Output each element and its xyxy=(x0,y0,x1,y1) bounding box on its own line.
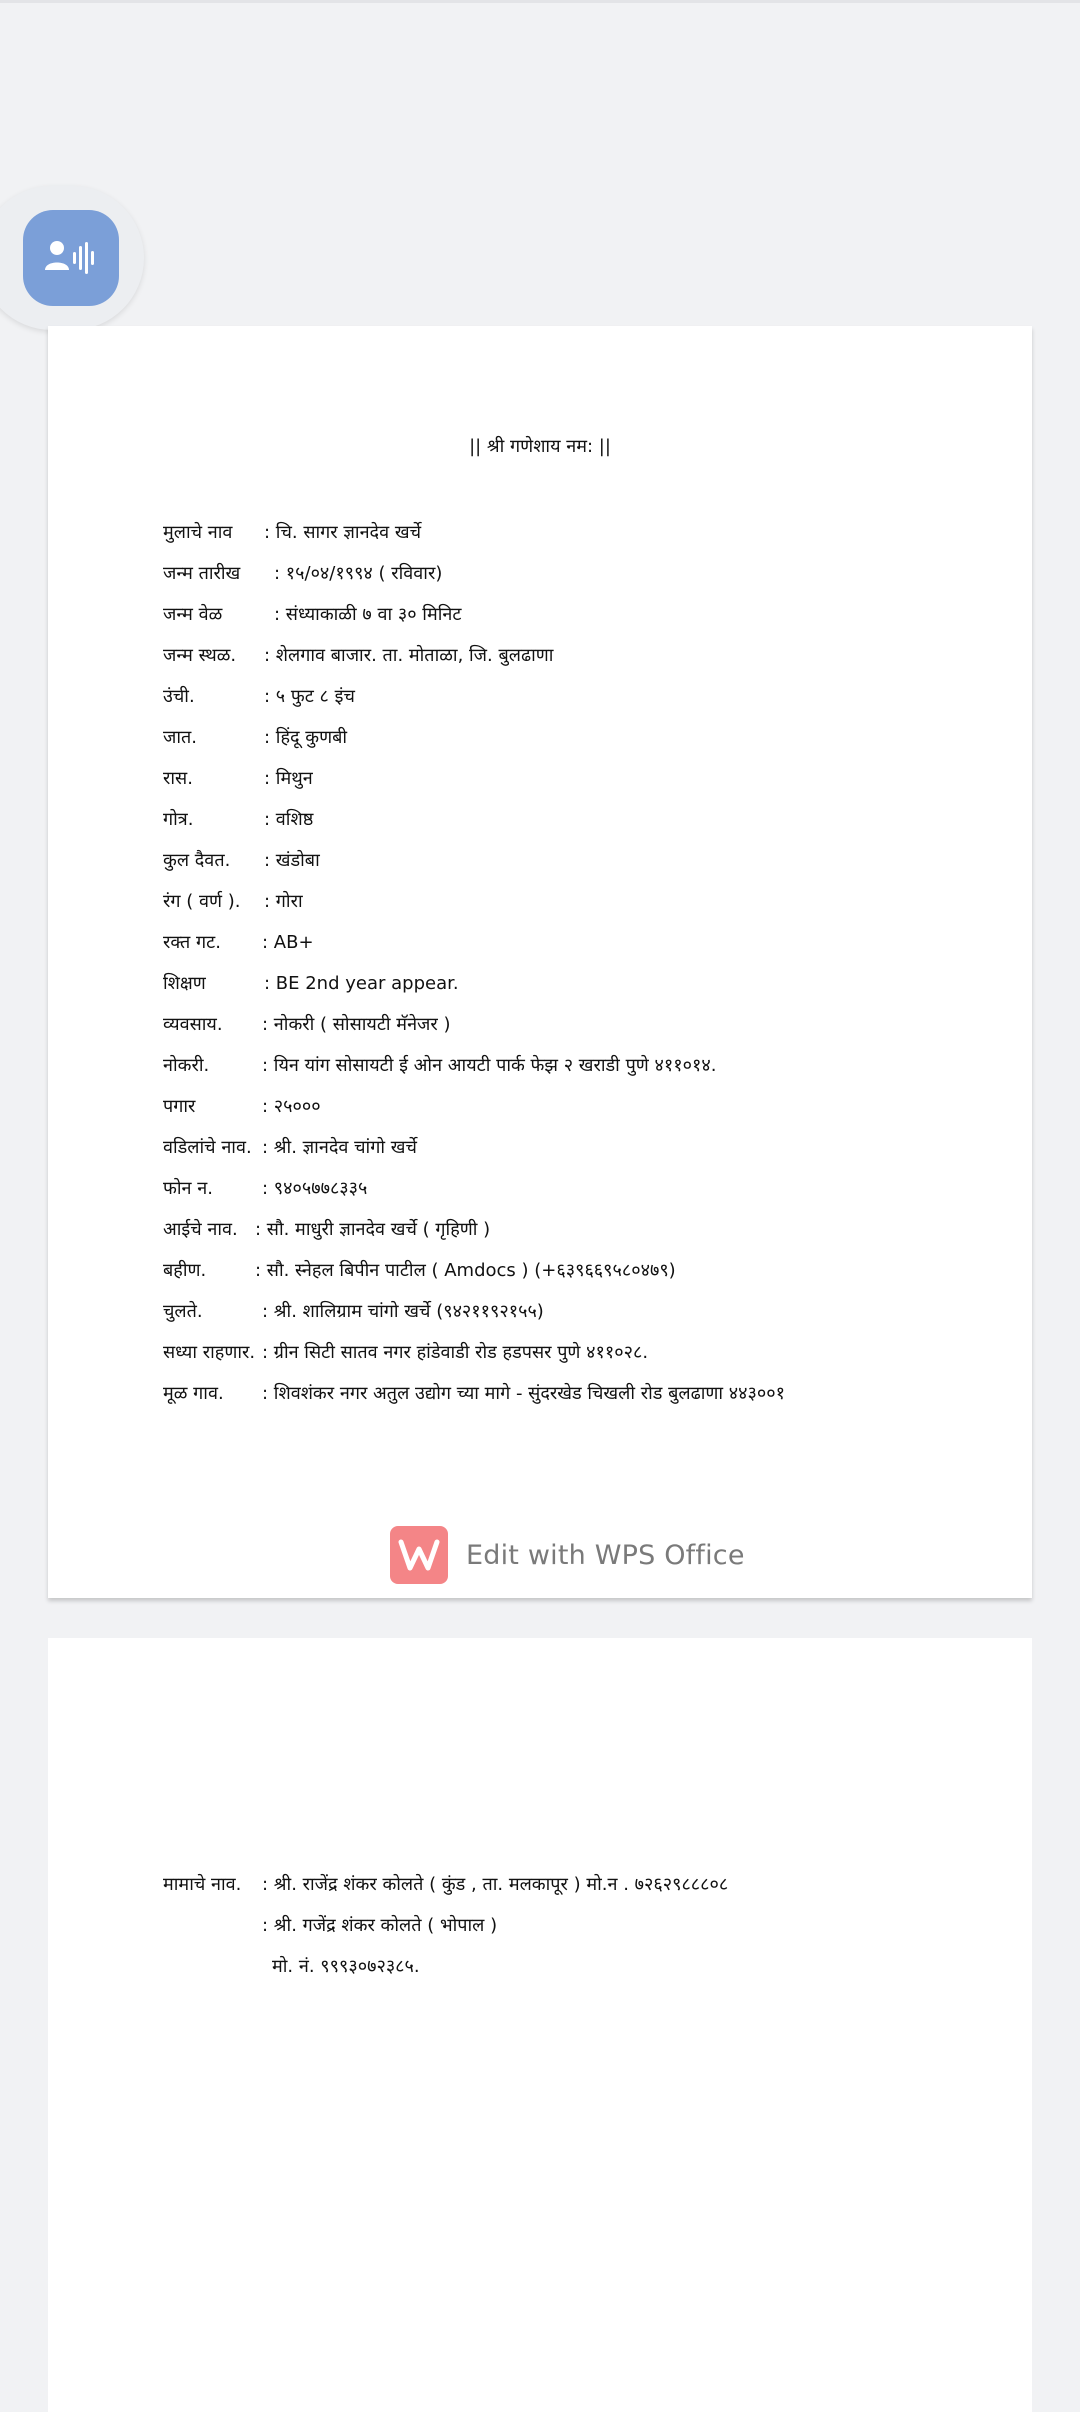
field-label: उंची. xyxy=(163,686,195,707)
field-label: मुलाचे नाव xyxy=(163,522,233,543)
biodata-row xyxy=(163,934,314,952)
field-value: : संध्याकाळी ७ वा ३० मिनिट xyxy=(274,604,462,625)
biodata-row xyxy=(163,1303,544,1321)
field-label: जात. xyxy=(163,727,197,748)
field-value: : सौ. स्नेहल बिपीन पाटील ( Amdocs ) (+६३९६६९५८०४७९) xyxy=(255,1260,676,1281)
biodata-row xyxy=(163,1057,716,1075)
field-label: आईचे नाव. xyxy=(163,1219,238,1240)
biodata-row xyxy=(163,606,461,624)
biodata-row xyxy=(163,1344,648,1362)
field-value: : २५००० xyxy=(262,1096,321,1117)
wps-logo-icon xyxy=(390,1526,448,1584)
field-label: मामाचे नाव. xyxy=(163,1874,242,1895)
field-value: : शिवशंकर नगर अतुल उद्योग च्या मागे - सुंदरखेड चिखली रोड बुलढाणा ४४३००१ xyxy=(262,1383,785,1404)
field-label: जन्म स्थळ. xyxy=(163,645,237,666)
biodata-row xyxy=(163,647,553,665)
field-value: : नोकरी ( सोसायटी मॅनेजर ) xyxy=(262,1014,451,1035)
field-value: : यिन यांग सोसायटी ई ओन आयटी पार्क फेझ २ खराडी पुणे ४११०१४. xyxy=(262,1055,717,1076)
biodata-row xyxy=(163,770,313,788)
document-page-2 xyxy=(48,1638,1032,2412)
biodata-row xyxy=(163,1098,321,1116)
field-value: : गोरा xyxy=(264,891,303,912)
field-value: : मिथुन xyxy=(264,768,313,789)
biodata-row xyxy=(163,852,320,870)
edit-with-wps-banner[interactable] xyxy=(390,1526,745,1584)
biodata-row xyxy=(163,1180,367,1198)
field-label: जन्म वेळ xyxy=(163,604,223,625)
field-label: गोत्र. xyxy=(163,809,194,830)
field-value: : चि. सागर ज्ञानदेव खर्चे xyxy=(264,522,422,543)
field-value: : खंडोबा xyxy=(264,850,320,871)
voice-assistant-button[interactable] xyxy=(23,210,119,306)
mama-row xyxy=(163,1876,728,1894)
field-value: : श्री. ज्ञानदेव चांगो खर्चे xyxy=(262,1137,417,1158)
mama-phone-row xyxy=(272,1958,420,1976)
field-label: फोन न. xyxy=(163,1178,213,1199)
field-label: जन्म तारीख xyxy=(163,563,241,584)
field-label: व्यवसाय. xyxy=(163,1014,223,1035)
field-label: रंग ( वर्ण ). xyxy=(163,891,241,912)
field-value: : वशिष्ठ xyxy=(264,809,314,830)
biodata-row xyxy=(163,975,459,993)
field-value: : शेलगाव बाजार. ता. मोताळा, जि. बुलढाणा xyxy=(264,645,554,666)
top-edge xyxy=(0,0,1080,3)
field-label: रास. xyxy=(163,768,193,789)
field-label: वडिलांचे नाव. xyxy=(163,1137,252,1158)
biodata-row xyxy=(163,1139,417,1157)
field-label: कुल दैवत. xyxy=(163,850,231,871)
biodata-row xyxy=(163,1221,490,1239)
mama-row xyxy=(262,1917,497,1935)
field-label: शिक्षण xyxy=(163,973,206,994)
field-value: : श्री. राजेंद्र शंकर कोलते ( कुंड , ता. मलकापूर ) मो.न . ७२६२९८८८०८ xyxy=(262,1874,729,1895)
field-value: : AB+ xyxy=(262,932,314,953)
field-value: : ५ फुट ८ इंच xyxy=(264,686,355,707)
field-label: रक्त गट. xyxy=(163,932,221,953)
field-value: : श्री. शालिग्राम चांगो खर्चे (९४२११९२१५५) xyxy=(262,1301,544,1322)
field-label: मूळ गाव. xyxy=(163,1383,224,1404)
field-value: : ग्रीन सिटी सातव नगर हांडेवाडी रोड हडपसर पुणे ४११०२८. xyxy=(262,1342,649,1363)
biodata-row xyxy=(163,1016,451,1034)
field-value: : हिंदू कुणबी xyxy=(264,727,348,748)
biodata-row xyxy=(163,811,313,829)
field-value: : श्री. गजेंद्र शंकर कोलते ( भोपाल ) xyxy=(262,1915,498,1936)
field-label: नोकरी. xyxy=(163,1055,210,1076)
field-value: मो. नं. ९९९३०७२३८५. xyxy=(272,1956,420,1977)
voice-person-icon xyxy=(43,238,99,278)
biodata-row xyxy=(163,729,347,747)
document-title: || श्री गणेशाय नम: || xyxy=(469,436,611,457)
biodata-row xyxy=(163,1262,676,1280)
biodata-row xyxy=(163,893,303,911)
field-value: : सौ. माधुरी ज्ञानदेव खर्चे ( गृहिणी ) xyxy=(255,1219,491,1240)
field-value: : ९४०५७७८३३५ xyxy=(262,1178,368,1199)
field-label: चुलते. xyxy=(163,1301,203,1322)
biodata-row xyxy=(163,524,421,542)
field-label: पगार xyxy=(163,1096,196,1117)
biodata-row xyxy=(163,565,442,583)
field-label: सध्या राहणार. xyxy=(163,1342,256,1363)
document-page-1 xyxy=(48,326,1032,1598)
biodata-row xyxy=(163,688,355,706)
biodata-row xyxy=(163,1385,785,1403)
field-value: : १५/०४/१९९४ ( रविवार) xyxy=(274,563,443,584)
wps-banner-label: Edit with WPS Office xyxy=(466,1539,745,1571)
field-label: बहीण. xyxy=(163,1260,207,1281)
field-value: : BE 2nd year appear. xyxy=(264,973,459,994)
